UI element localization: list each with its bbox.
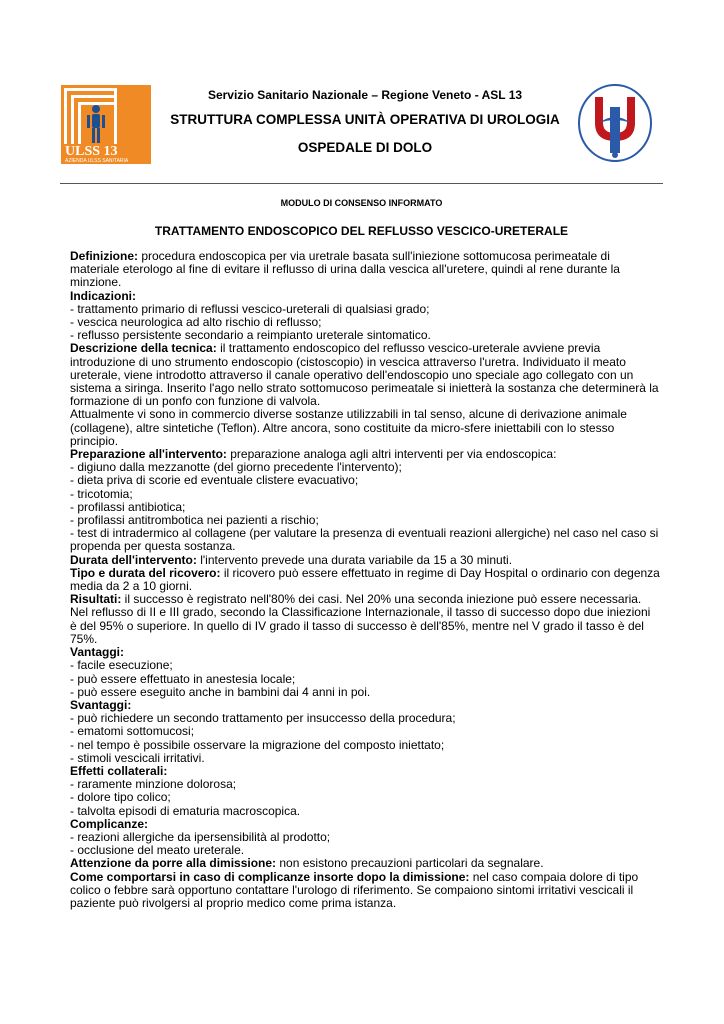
list-item: - può essere eseguito anche in bambini dai 4 anni in poi.: [70, 684, 371, 699]
list-item: - può richiedere un secondo trattamento per insuccesso della procedura;: [70, 711, 456, 726]
urology-emblem: [577, 83, 653, 163]
section-text: preparazione analoga agli altri interventi per via endoscopica:: [226, 447, 557, 462]
list-item: - digiuno dalla mezzanotte (del giorno precedente l'intervento);: [70, 460, 402, 475]
section-label: Vantaggi:: [70, 645, 125, 660]
section-comportarsi: [70, 871, 660, 911]
header-line-3: OSPEDALE DI DOLO: [297, 140, 433, 155]
list-item: - nel tempo è possibile osservare la migrazione del composto iniettato;: [70, 737, 445, 752]
form-title: MODULO DI CONSENSO INFORMATO: [280, 198, 443, 208]
section-tecnica: [70, 342, 660, 408]
list-item: - tricotomia;: [70, 486, 133, 501]
logo-left-subtext: AZIENDA ULSS SANITARIA: [65, 158, 129, 164]
list-item: - facile esecuzione;: [70, 658, 173, 673]
list-item: - dolore tipo colico;: [70, 790, 171, 805]
list-item: - dieta priva di scorie ed eventuale clistere evacuativo;: [70, 473, 359, 488]
document-body: [70, 250, 660, 910]
list-item: - occlusione del meato ureterale.: [70, 843, 245, 858]
list-item: - reflusso persistente secondario a reimpianto ureterale sintomatico.: [70, 328, 431, 343]
section-tecnica-continued: Attualmente vi sono in commercio diverse sostanze utilizzabili in tal senso, alcune di derivazione animale (collagene), altre sintetiche (Teflon). Altre ancora, sono costituite da micro-sfere iniettabili con lo stesso principio.: [70, 407, 627, 448]
section-text: non esistono precauzioni particolari da segnalare.: [276, 856, 544, 871]
ulss13-logo: [61, 85, 151, 164]
list-item: - raramente minzione dolorosa;: [70, 777, 237, 792]
section-label: Preparazione all'intervento:: [70, 447, 227, 462]
section-risultati: [70, 593, 660, 646]
list-item: - reazioni allergiche da ipersensibilità al prodotto;: [70, 829, 331, 844]
list-item: - trattamento primario di reflussi vescico-ureterali di qualsiasi grado;: [70, 301, 430, 316]
section-label: Attenzione da porre alla dimissione:: [70, 856, 277, 871]
section-text: procedura endoscopica per via uretrale basata sull'iniezione sottomucosa perimeatale di materiale eterologo al fine di evitare il reflusso di urina dalla vescica all'uretere, quindi al rene durante la minzione.: [70, 249, 620, 290]
list-item: - può essere effettuato in anestesia locale;: [70, 671, 296, 686]
section-text: l'intervento prevede una durata variabile da 15 a 30 minuti.: [196, 552, 513, 567]
section-label: Durata dell'intervento:: [70, 552, 197, 567]
list-item: - talvolta episodi di ematuria macroscopica.: [70, 803, 301, 818]
section-ricovero: [70, 567, 660, 593]
section-label: Descrizione della tecnica:: [70, 341, 217, 356]
section-indicazioni: [70, 290, 660, 303]
header-line-1: Servizio Sanitario Nazionale – Regione Veneto - ASL 13: [207, 88, 523, 102]
section-text: il trattamento endoscopico del reflusso vescico-ureterale avviene previa introduzione di uno strumento endoscopio (cistoscopio) in vescica attraverso l'uretra. Individuato il meato ureterale, viene introdotto attraverso il canale operativo dell'endoscopio uno speciale ago collegato con un sistema a siringa. Inserito l'ago nello strato sottomucoso perimeatale si inietterà la sostanza che determinerà la formazione di un ponfo con funzione di valvola.: [70, 341, 659, 409]
section-label: Effetti collaterali:: [70, 763, 168, 778]
logo-left-text: ULSS 13: [65, 144, 118, 159]
section-label: Come comportarsi in caso di complicanze insorte dopo la dimissione:: [70, 869, 470, 884]
section-text: il ricovero può essere effettuato in regime di Day Hospital o ordinario con degenza media da 2 a 10 giorni.: [70, 565, 660, 594]
list-item: - test di intradermico al collagene (per valutare la presenza di eventuali reazioni allergiche) nel caso nel caso si propenda per questa sostanza.: [70, 526, 659, 554]
section-text: nel caso compaia dolore di tipo colico o febbre sarà opportuno contattare l'urologo di riferimento. Se compaiono sintomi irritativi vescicali il paziente può rivolgersi al proprio medico come prima istanza.: [70, 869, 639, 910]
section-label: Svantaggi:: [70, 697, 132, 712]
section-label: Complicanze:: [70, 816, 149, 831]
header-divider: [60, 183, 663, 184]
section-label: Definizione:: [70, 249, 138, 263]
list-item: - stimoli vescicali irritativi.: [70, 750, 205, 765]
section-text: il successo è registrato nell'80% dei casi. Nel 20% una seconda iniezione può essere necessaria. Nel reflusso di II e III grado, secondo la Classificazione Internazionale, il tasso di successo dopo due iniezioni è del 95% o superiore. In quello di IV grado il tasso di successo è dell'85%, mentre nel V grado il tasso è del 75%.: [70, 592, 651, 646]
list-item: - ematomi sottomucosi;: [70, 724, 195, 739]
list-item: - profilassi antibiotica;: [70, 499, 186, 514]
section-label: Tipo e durata del ricovero:: [70, 565, 221, 580]
document-title: TRATTAMENTO ENDOSCOPICO DEL REFLUSSO VESCICO-URETERALE: [154, 224, 569, 238]
list-item: - vescica neurologica ad alto rischio di reflusso;: [70, 315, 322, 330]
section-complicanze: [70, 818, 660, 831]
section-definizione: [70, 250, 660, 290]
section-label: Risultati:: [70, 592, 122, 607]
section-label: Indicazioni:: [70, 288, 136, 303]
header-line-2: STRUTTURA COMPLESSA UNITÀ OPERATIVA DI UROLOGIA: [170, 112, 560, 127]
list-item: - profilassi antitrombotica nei pazienti a rischio;: [70, 513, 319, 528]
